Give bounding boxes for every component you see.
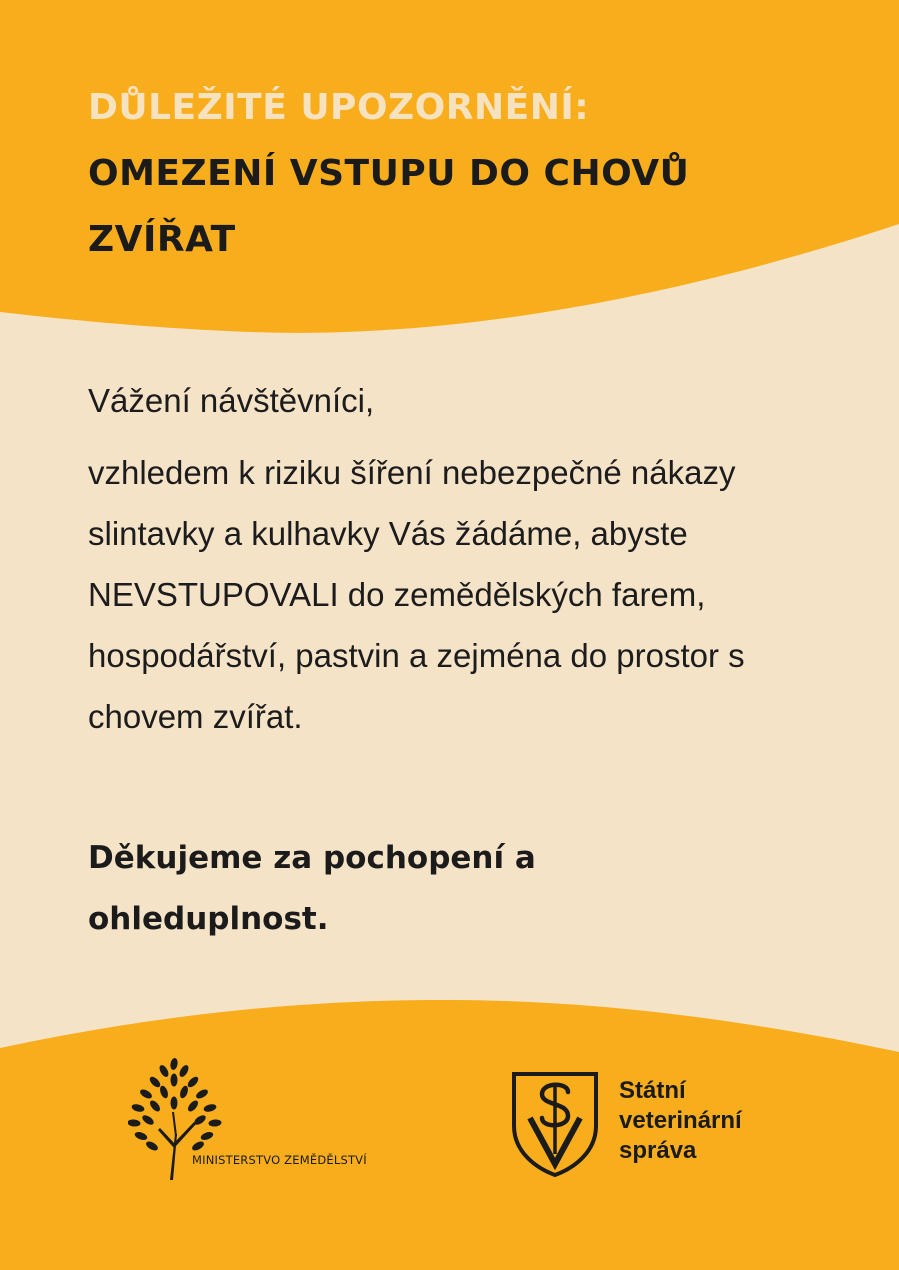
message-block [88, 370, 868, 747]
vet-name-line: správa [619, 1137, 697, 1164]
shield-icon [510, 1070, 600, 1178]
ministry-name: MINISTERSTVO ZEMĚDĚLSTVÍ [192, 1153, 367, 1167]
vet-administration-name [619, 1076, 799, 1166]
thanks-message: Děkujeme za pochopení a ohleduplnost. [88, 840, 536, 937]
notice-label: DŮLEŽITÉ UPOZORNĚNÍ: [88, 87, 590, 128]
message-body: vzhledem k riziku šíření nebezpečné nákazy slintavky a kulhavky Vás žádáme, abyste NEVSTUPOVALI do zemědělských farem, hospodářství, pastvin a zejména do prostor s chovem zvířat. [88, 454, 745, 735]
notice-title: OMEZENÍ VSTUPU DO CHOVŮ ZVÍŘAT [88, 153, 690, 260]
vet-name-line: Státní [619, 1077, 686, 1104]
vet-name-line: veterinární [619, 1107, 742, 1134]
greeting: Vážení návštěvníci, [88, 382, 375, 419]
